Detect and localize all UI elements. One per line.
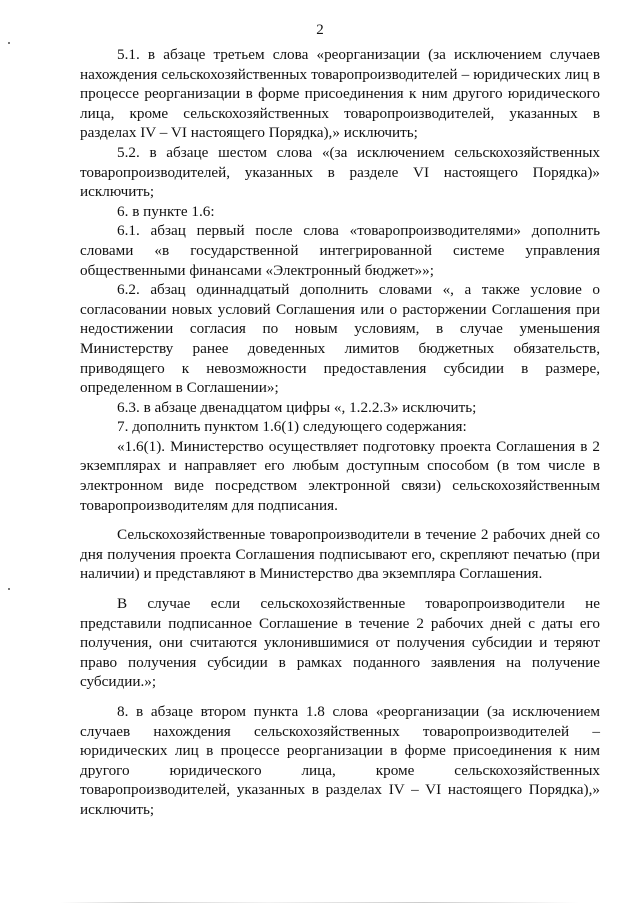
paragraph-6-2: 6.2. абзац одиннадцатый дополнить словами «, а также условие о согласовании новых условий Соглашения или о расторжении Соглашения при недостижении согласия по новым условиям, в случае уменьшения Министерству ранее доведенных лимитов бюджетных обязательств, приводящего к невозможности предоставления субсидии в размере, определенном в Соглашении»; [80, 281, 600, 397]
document-body [80, 45, 600, 820]
scan-mark [8, 588, 10, 590]
paragraph-7: 7. дополнить пунктом 1.6(1) следующего содержания: [117, 418, 467, 436]
paragraph-5-1: 5.1. в абзаце третьем слова «реорганизации (за исключением случаев нахождения сельскохозяйственных товаропроизводителей – юридических лиц в процессе реорганизации в форме присоединения к ним другого юридического лица, кроме сельскохозяйственных товаропроизводителей, указанных в разделах IV – VI настоящего Порядка),» исключить; [80, 46, 600, 142]
paragraph-5-2: 5.2. в абзаце шестом слова «(за исключением сельскохозяйственных товаропроизводителей, указанных в разделе VI настоящего Порядка)» исключить; [80, 143, 600, 201]
paragraph-signing-terms: Сельскохозяйственные товаропроизводители в течение 2 рабочих дней со дня получения проекта Соглашения подписывают его, скрепляют печатью (при наличии) и представляют в Министерство два экземпляра Соглашения. [80, 526, 600, 583]
paragraph-8: 8. в абзаце втором пункта 1.8 слова «реорганизации (за исключением случаев нахождения сельскохозяйственных товаропроизводителей – юридических лиц в процессе реорганизации в форме присоединения к ним другого юридического лица, кроме сельскохозяйственных товаропроизводителей, указанных в разделах IV – VI настоящего Порядка),» исключить; [80, 703, 600, 818]
paragraph-6-3: 6.3. в абзаце двенадцатом цифры «, 1.2.2.3» исключить; [117, 398, 477, 416]
paragraph-6-1: 6.1. абзац первый после слова «товаропроизводителями» дополнить словами «в государственной интегрированной системе управления общественными финансами «Электронный бюджет»»; [80, 222, 600, 279]
paragraph-6: 6. в пункте 1.6: [117, 202, 215, 220]
paragraph-1-6-1: «1.6(1). Министерство осуществляет подготовку проекта Соглашения в 2 экземплярах и направляет его любым доступным способом (в том числе в электронном виде посредством электронной связи) сельскохозяйственным товаропроизводителям для подписания. [80, 437, 600, 514]
paragraph-evasion: В случае если сельскохозяйственные товаропроизводители не представили подписанное Соглашение в течение 2 рабочих дней с даты его получения, они считаются уклонившимися от получения субсидии и теряют право получения субсидии в рамках поданного заявления на получение субсидии.»; [80, 595, 600, 691]
page-number: 2 [316, 22, 324, 38]
scan-mark [8, 42, 10, 44]
scan-edge-artifact [60, 902, 580, 903]
